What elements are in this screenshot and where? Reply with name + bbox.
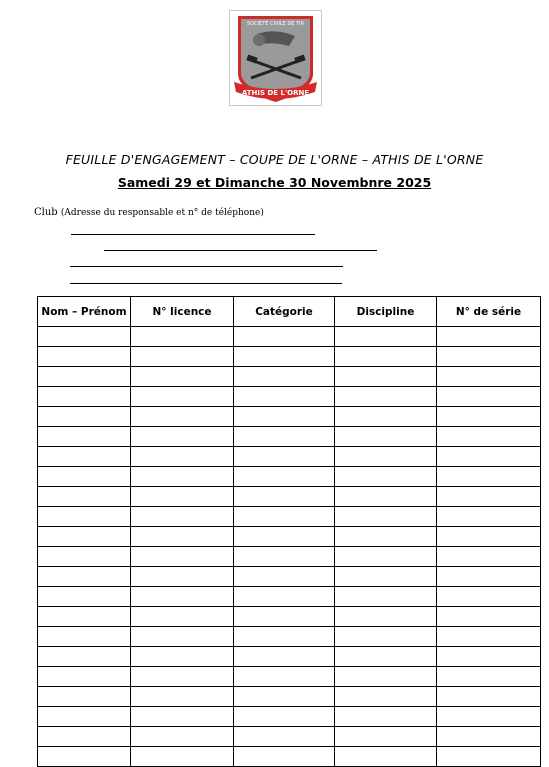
table-row [38, 667, 541, 687]
table-cell[interactable] [131, 567, 234, 587]
club-details-text: (Adresse du responsable et n° de téléphone) [60, 208, 264, 218]
table-cell[interactable] [335, 707, 437, 727]
table-cell[interactable] [234, 407, 335, 427]
table-row [38, 447, 541, 467]
event-dates: Samedi 29 et Dimanche 30 Novembnre 2025 [117, 175, 432, 190]
table-row [38, 587, 541, 607]
table-cell[interactable] [38, 627, 131, 647]
table-cell[interactable] [335, 467, 437, 487]
table-cell[interactable] [437, 367, 541, 387]
table-cell[interactable] [38, 507, 131, 527]
table-cell[interactable] [335, 667, 437, 687]
table-cell[interactable] [234, 487, 335, 507]
table-cell[interactable] [234, 587, 335, 607]
table-cell[interactable] [131, 667, 234, 687]
table-cell[interactable] [437, 667, 541, 687]
club-label-text: Club [34, 207, 58, 218]
table-cell[interactable] [131, 507, 234, 527]
table-cell[interactable] [437, 627, 541, 647]
table-cell[interactable] [38, 587, 131, 607]
club-fill-line-4[interactable] [70, 283, 342, 284]
column-header-name: Nom – Prénom [38, 297, 131, 327]
table-cell[interactable] [38, 367, 131, 387]
column-header-license: N° licence [131, 297, 234, 327]
logo-top-text: SOCIÉTÉ CIVILE DE TIR [246, 21, 305, 27]
table-cell[interactable] [131, 647, 234, 667]
table-cell[interactable] [131, 447, 234, 467]
table-row [38, 487, 541, 507]
table-cell[interactable] [38, 447, 131, 467]
table-cell[interactable] [131, 587, 234, 607]
table-cell[interactable] [38, 707, 131, 727]
table-cell[interactable] [437, 327, 541, 347]
table-cell[interactable] [38, 607, 131, 627]
table-cell[interactable] [131, 607, 234, 627]
table-cell[interactable] [437, 487, 541, 507]
table-cell[interactable] [335, 347, 437, 367]
table-cell[interactable] [131, 347, 234, 367]
table-row [38, 687, 541, 707]
table-cell[interactable] [437, 747, 541, 767]
table-cell[interactable] [131, 367, 234, 387]
table-cell[interactable] [335, 607, 437, 627]
table-cell[interactable] [335, 627, 437, 647]
table-cell[interactable] [437, 607, 541, 627]
entry-table [37, 296, 541, 767]
table-row [38, 707, 541, 727]
table-cell[interactable] [437, 467, 541, 487]
entry-table-body [38, 327, 541, 767]
table-cell[interactable] [335, 407, 437, 427]
table-cell[interactable] [335, 747, 437, 767]
table-cell[interactable] [234, 467, 335, 487]
page-title: FEUILLE D'ENGAGEMENT – COUPE DE L'ORNE – ATHIS DE L'ORNE [65, 152, 484, 167]
table-cell[interactable] [234, 647, 335, 667]
table-cell[interactable] [437, 527, 541, 547]
table-row [38, 327, 541, 347]
table-row [38, 547, 541, 567]
logo-banner-text: ATHIS DE L'ORNE [241, 89, 310, 97]
club-fill-line-2[interactable] [104, 250, 377, 251]
column-header-series: N° de série [437, 297, 541, 327]
table-cell[interactable] [38, 727, 131, 747]
table-cell[interactable] [437, 407, 541, 427]
club-logo-graphic [229, 10, 322, 106]
table-cell[interactable] [335, 327, 437, 347]
table-cell[interactable] [38, 647, 131, 667]
table-cell[interactable] [38, 547, 131, 567]
table-cell[interactable] [38, 387, 131, 407]
table-cell[interactable] [38, 347, 131, 367]
table-row [38, 367, 541, 387]
table-cell[interactable] [335, 507, 437, 527]
table-cell[interactable] [131, 727, 234, 747]
table-cell[interactable] [234, 567, 335, 587]
table-cell[interactable] [437, 707, 541, 727]
table-cell[interactable] [131, 487, 234, 507]
table-row [38, 387, 541, 407]
table-cell[interactable] [335, 447, 437, 467]
table-cell[interactable] [437, 647, 541, 667]
table-cell[interactable] [38, 407, 131, 427]
table-cell[interactable] [234, 367, 335, 387]
table-cell[interactable] [234, 527, 335, 547]
club-fill-line-1[interactable] [71, 234, 315, 235]
table-cell[interactable] [234, 427, 335, 447]
table-cell[interactable] [234, 747, 335, 767]
table-cell[interactable] [437, 567, 541, 587]
table-cell[interactable] [38, 427, 131, 447]
table-cell[interactable] [131, 407, 234, 427]
table-cell[interactable] [131, 627, 234, 647]
table-row [38, 567, 541, 587]
club-logo [229, 10, 322, 106]
table-cell[interactable] [437, 507, 541, 527]
table-cell[interactable] [131, 467, 234, 487]
table-cell[interactable] [234, 687, 335, 707]
table-cell[interactable] [335, 367, 437, 387]
table-cell[interactable] [335, 387, 437, 407]
table-cell[interactable] [131, 427, 234, 447]
table-cell[interactable] [234, 627, 335, 647]
table-cell[interactable] [234, 507, 335, 527]
table-row [38, 647, 541, 667]
table-row [38, 507, 541, 527]
table-cell[interactable] [234, 547, 335, 567]
table-cell[interactable] [234, 387, 335, 407]
table-cell[interactable] [335, 727, 437, 747]
table-cell[interactable] [234, 447, 335, 467]
table-cell[interactable] [131, 687, 234, 707]
table-row [38, 607, 541, 627]
column-header-category: Catégorie [234, 297, 335, 327]
table-cell[interactable] [234, 347, 335, 367]
table-row [38, 747, 541, 767]
table-cell[interactable] [335, 547, 437, 567]
table-cell[interactable] [131, 527, 234, 547]
table-cell[interactable] [38, 467, 131, 487]
table-cell[interactable] [131, 707, 234, 727]
table-header-row [38, 297, 541, 327]
table-cell[interactable] [131, 547, 234, 567]
table-cell[interactable] [335, 687, 437, 707]
table-row [38, 727, 541, 747]
table-cell[interactable] [234, 707, 335, 727]
table-cell[interactable] [38, 667, 131, 687]
table-cell[interactable] [38, 527, 131, 547]
table-cell[interactable] [131, 387, 234, 407]
table-cell[interactable] [335, 567, 437, 587]
table-cell[interactable] [38, 567, 131, 587]
table-cell[interactable] [131, 747, 234, 767]
table-cell[interactable] [335, 487, 437, 507]
table-cell[interactable] [38, 487, 131, 507]
table-cell[interactable] [437, 547, 541, 567]
table-cell[interactable] [131, 327, 234, 347]
table-cell[interactable] [335, 647, 437, 667]
table-cell[interactable] [437, 427, 541, 447]
table-cell[interactable] [437, 587, 541, 607]
table-row [38, 527, 541, 547]
club-label [34, 207, 264, 218]
table-cell[interactable] [437, 687, 541, 707]
table-cell[interactable] [335, 427, 437, 447]
table-cell[interactable] [38, 747, 131, 767]
table-row [38, 467, 541, 487]
table-row [38, 427, 541, 447]
table-cell[interactable] [335, 587, 437, 607]
table-row [38, 407, 541, 427]
table-cell[interactable] [437, 387, 541, 407]
table-cell[interactable] [437, 347, 541, 367]
table-cell[interactable] [335, 527, 437, 547]
club-fill-line-3[interactable] [70, 266, 343, 267]
table-row [38, 627, 541, 647]
column-header-discipline: Discipline [335, 297, 437, 327]
table-cell[interactable] [437, 447, 541, 467]
table-cell[interactable] [234, 327, 335, 347]
table-cell[interactable] [38, 327, 131, 347]
table-cell[interactable] [234, 667, 335, 687]
table-cell[interactable] [234, 607, 335, 627]
table-cell[interactable] [437, 727, 541, 747]
table-cell[interactable] [38, 687, 131, 707]
table-row [38, 347, 541, 367]
table-cell[interactable] [234, 727, 335, 747]
